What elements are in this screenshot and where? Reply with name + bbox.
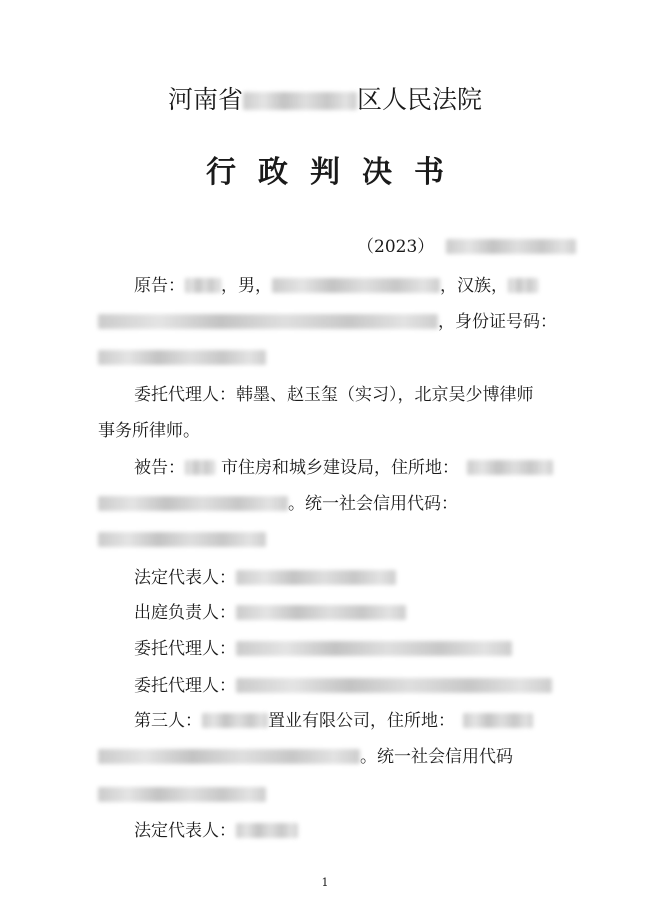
redacted-third-party-address-start <box>463 713 533 728</box>
plaintiff-id-label: ，身份证号码： <box>438 312 557 332</box>
defendant-name: 市住房和城乡建设局，住所地： <box>221 458 459 478</box>
defendant-agent-line-2 <box>134 675 552 697</box>
plaintiff-agent-line-1: 委托代理人：韩墨、赵玉玺（实习），北京吴少博律师 <box>134 385 534 405</box>
redacted-case-number <box>446 239 576 254</box>
third-legal-rep-label: 法定代表人： <box>134 821 236 841</box>
defendant-label: 被告： <box>134 458 185 478</box>
plaintiff-agent-line-2: 事务所律师。 <box>98 421 200 441</box>
defendant-line-3 <box>98 529 266 551</box>
redacted-legal-rep <box>236 570 396 585</box>
page-number: 1 <box>321 876 329 889</box>
redacted-defendant-address <box>98 496 288 511</box>
document-title: 行政判决书 <box>206 155 466 190</box>
plaintiff-gender: ，男， <box>221 276 272 296</box>
redacted-defendant-agent-2 <box>236 678 552 693</box>
defendant-line-1 <box>134 457 553 479</box>
defendant-credit-code-label: 。统一社会信用代码： <box>288 494 458 514</box>
redacted-third-party-name <box>202 713 268 728</box>
defendant-line-2 <box>98 493 458 515</box>
legal-representative-line <box>134 567 396 589</box>
plaintiff-label: 原告： <box>134 276 185 296</box>
redacted-third-party-credit-code <box>98 787 266 802</box>
case-number <box>357 236 576 258</box>
plaintiff-line-2 <box>98 311 557 333</box>
third-party-legal-rep-line <box>134 820 298 842</box>
case-number-year: （2023） <box>357 237 435 257</box>
court-responsible-label: 出庭负责人： <box>134 603 236 623</box>
third-party-label: 第三人： <box>134 711 202 731</box>
redacted-plaintiff-id <box>98 350 266 365</box>
plaintiff-line-1 <box>134 275 538 297</box>
redacted-defendant-agent-1 <box>236 641 512 656</box>
court-name <box>0 84 650 116</box>
redacted-court-responsible <box>236 605 406 620</box>
plaintiff-ethnicity: ，汉族， <box>440 276 508 296</box>
third-party-name: 置业有限公司，住所地： <box>268 711 455 731</box>
redacted-defendant-city <box>185 460 215 475</box>
redacted-plaintiff-name <box>185 278 221 293</box>
plaintiff-line-3 <box>98 347 266 369</box>
third-party-line-3 <box>98 784 266 806</box>
third-party-line-2 <box>98 746 513 768</box>
agent-label-1: 委托代理人： <box>134 639 236 659</box>
court-name-suffix: 区人民法院 <box>357 85 483 114</box>
redacted-defendant-credit-code <box>98 532 266 547</box>
redacted-plaintiff-address-start <box>508 278 538 293</box>
redacted-court-location <box>243 92 357 110</box>
third-party-credit-code-label: 。统一社会信用代码 <box>360 747 513 767</box>
defendant-agent-line-1 <box>134 638 512 660</box>
agent-label-2: 委托代理人： <box>134 676 236 696</box>
redacted-third-party-address <box>98 749 360 764</box>
court-name-prefix: 河南省 <box>167 85 243 114</box>
redacted-plaintiff-birth <box>272 278 440 293</box>
legal-rep-label: 法定代表人： <box>134 568 236 588</box>
third-party-line-1 <box>134 710 533 732</box>
court-responsible-line <box>134 602 406 624</box>
redacted-third-party-legal-rep <box>236 823 298 838</box>
redacted-plaintiff-address <box>98 314 438 329</box>
redacted-defendant-address-start <box>467 460 553 475</box>
